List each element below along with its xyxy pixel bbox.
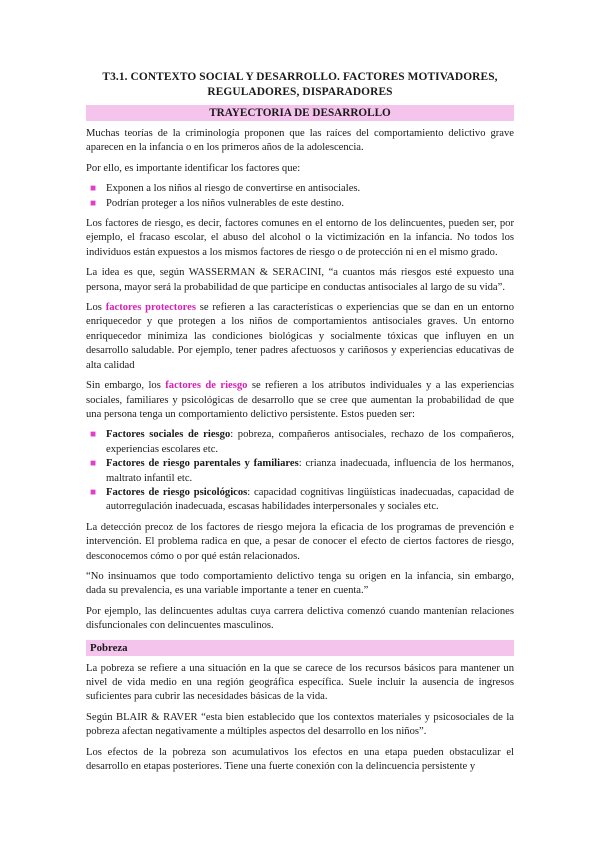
paragraph-3: Los factores de riesgo, es decir, factores comunes en el entorno de los delincuentes, pueden ser, por ejemplo, el fracaso escolar, el abuso del alcohol o la victimización en la infancia. No todos los individuos están expuestos a los mismos factores de riesgo o de protección ni en el mismo grado. [86, 218, 514, 258]
paragraph-9: Por ejemplo, las delincuentes adultas cuya carrera delictiva comenzó cuando mantenían relaciones disfuncionales con delincuentes masculinos. [86, 605, 514, 632]
paragraph-6: Sin embargo, los factores de riesgo se refieren a los atributos individuales y a las experiencias sociales, familiares y psicológicas de desarrollo que se cree que aumentan la probabilidad de que una persona tenga un comportamiento delictivo persistente. Estos pueden ser: [86, 380, 514, 420]
paragraph-2: Por ello, es importante identificar los factores que: [86, 162, 301, 174]
list-item: ■ Exponen a los niños al riesgo de convertirse en antisociales. [106, 182, 514, 196]
bullet-icon: ■ [90, 458, 97, 470]
paragraph-8: “No insinuamos que todo comportamiento delictivo tenga su origen en la infancia, sin embargo, dada su prevalencia, es una variable importante a tener en cuenta.” [86, 570, 514, 597]
paragraph-4: La idea es que, según WASSERMAN & SERACINI, “a cuantos más riesgos esté expuesto una persona, mayor será la probabilidad de que participe en conductas antisociales al largo de su vida”. [86, 267, 514, 293]
paragraph-5: Los factores protectores se refieren a las características o experiencias que se dan en un entorno enriquecedor y que protegen a los niños de comportamientos antisociales graves. Un entorno enriquecedor minimiza las condiciones biológicas y socialmente tóxicas que influyen en un desarrollo saludable. Por ejemplo, tener padres afectuosos y cariñosos y experiencias educativas de alta calidad [86, 302, 514, 371]
sub-heading-pobreza: Pobreza [86, 640, 514, 656]
title-line-2: REGULADORES, DISPARADORES [207, 86, 393, 98]
list-item: ■ Podrían proteger a los niños vulnerables de este destino. [106, 197, 514, 211]
paragraph-7: La detección precoz de los factores de riesgo mejora la eficacia de los programas de prevención e intervención. El problema radica en que, a pesar de conocer el efecto de ciertos factores de riesgo, desconocemos cómo o por qué están relacionados. [86, 521, 514, 562]
highlight-term: factores protectores [105, 302, 196, 314]
section-heading: TRAYECTORIA DE DESARROLLO [86, 105, 514, 121]
list-item: ■ Factores de riesgo parentales y familiares: crianza inadecuada, influencia de los hermanos, maltrato infantil etc. [90, 458, 515, 484]
bullet-icon: ■ [90, 486, 97, 498]
paragraph-1: Muchas teorías de la criminología proponen que las raíces del comportamiento delictivo grave aparecen en la infancia o en los primeros años de la adolescencia. [86, 128, 514, 154]
paragraph-10: La pobreza se refiere a una situación en la que se carece de los recursos básicos para mantener un nivel de vida medio en una región geográfica específica. Suele incluir la ausencia de ingresos suficientes para cubrir las necesidades básicas de la vida. [86, 662, 514, 703]
factors-list [86, 182, 514, 211]
list-item: ■ Factores sociales de riesgo: pobreza, compañeros antisociales, rechazo de los compañeros, experiencias escolares etc. [90, 429, 514, 455]
highlight-term: factores de riesgo [165, 380, 248, 392]
bullet-icon: ■ [90, 183, 97, 195]
document-title [86, 70, 514, 100]
title-line-1: T3.1. CONTEXTO SOCIAL Y DESARROLLO. FACTORES MOTIVADORES, [102, 71, 498, 83]
bullet-icon: ■ [90, 429, 97, 441]
list-item: ■ Factores de riesgo psicológicos: capacidad cognitivas lingüísticas inadecuadas, capacidad de autorregulación inadecuada, escasas habilidades interpersonales y sociales etc. [90, 486, 514, 513]
paragraph-11: Según BLAIR & RAVER “esta bien establecido que los contextos materiales y psicosociales de la pobreza afectan negativamente a múltiples aspectos del desarrollo en los niños”. [86, 711, 514, 738]
bullet-icon: ■ [90, 197, 97, 209]
risk-factors-list [86, 428, 514, 514]
paragraph-12: Los efectos de la pobreza son acumulativos los efectos en una etapa pueden obstaculizar el desarrollo en etapas posteriores. Tiene una fuerte conexión con la delincuencia persistente y [86, 746, 514, 773]
document-page [86, 70, 514, 780]
